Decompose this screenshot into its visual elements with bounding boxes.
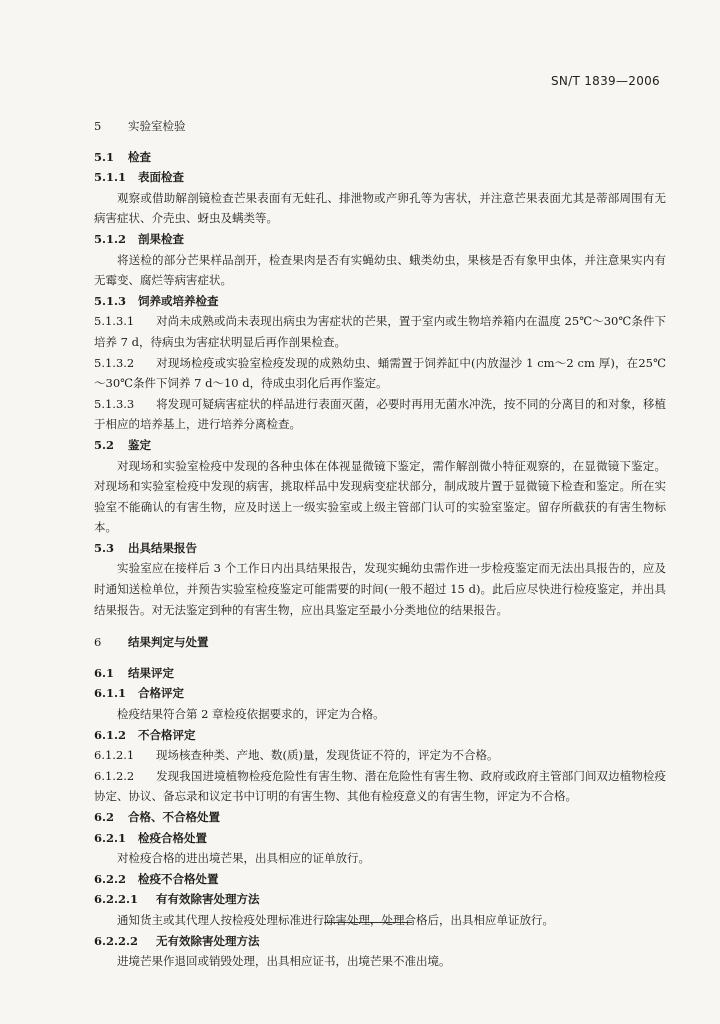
section-6-2-2-1-heading: 6.2.2.1 有有效除害处理方法 xyxy=(94,892,260,907)
standard-number: SN/T 1839—2006 xyxy=(550,74,660,88)
section-6-2-heading: 6.2 合格、不合格处置 xyxy=(94,810,220,824)
section-5-1-3-3-text: 5.1.3.3 将发现可疑病害症状的样品进行表面灭菌，必要时再用无菌水冲洗，按不同的分离目的和对象，移植于相应的培养基上，进行培养分离检查。 xyxy=(94,396,666,432)
section-6-2-1-heading: 6.2.1 检疫合格处置 xyxy=(94,830,207,845)
section-6-1-2-2-text: 6.1.2.2 发现我国进境植物检疫危险性有害生物、潜在危险性有害生物、政府或政府主管部门间双边植物检疫协定、协议、备忘录和议定书中订明的有害生物、其他有检疫意义的有害生物，评定为不合格。 xyxy=(94,768,666,804)
section-5-1-3-1-text: 5.1.3.1 对尚未成熟或尚未表现出病虫为害症状的芒果，置于室内或生物培养箱内在温度 25℃～30℃条件下培养 7 d，待病虫为害症状明显后再作剖果检查。 xyxy=(94,314,666,349)
section-6-2-2-heading: 6.2.2 检疫不合格处置 xyxy=(94,871,219,886)
section-5-3-text: 实验室应在接样后 3 个工作日内出具结果报告，发现实蝇幼虫需作进一步检疫鉴定而无法出具报告的，应及时通知送检单位，并预告实验室检疫鉴定可能需要的时间(一般不超过 15 d)。此后应尽快进行检疫鉴定，并出具结果报告。对无法鉴定到种的有害生物，应出具鉴定至最小分类地位的结果报告。 xyxy=(94,561,666,617)
section-6-2-2-1-text: 通知货主或其代理人按检疫处理标准进行除害处理，处理合格后，出具相应单证放行。 xyxy=(117,912,554,927)
end-divider xyxy=(324,922,412,923)
section-5-1-2-text: 将送检的部分芒果样品剖开，检查果肉是否有实蝇幼虫、蛾类幼虫，果核是否有象甲虫体，并注意果实内有无霉变、腐烂等病害症状。 xyxy=(94,252,666,288)
section-6-2-2-2-heading: 6.2.2.2 无有效除害处理方法 xyxy=(94,933,260,948)
section-5-2-heading: 5.2 鉴定 xyxy=(94,437,151,452)
section-6-2-1-text: 对检疫合格的进出境芒果，出具相应的证单放行。 xyxy=(117,851,370,866)
section-5-1-2-heading: 5.1.2 剖果检查 xyxy=(94,231,184,246)
section-5-1-1-heading: 5.1.1 表面检查 xyxy=(94,170,184,185)
section-5-1-3-heading: 5.1.3 饲养或培养检查 xyxy=(94,293,219,308)
section-6-1-1-heading: 6.1.1 合格评定 xyxy=(94,686,184,701)
section-5-2-text: 对现场和实验室检疫中发现的各种虫体在体视显微镜下鉴定，需作解剖微小特征观察的，在显微镜下鉴定。对现场和实验室检疫中发现的病害，挑取样品中发现病变症状部分，制成玻片置于显微镜下检查和鉴定。所在实验室不能确认的有害生物，应及时送上一级实验室或上级主管部门认可的实验室鉴定。留存所截获的有害生物标本。 xyxy=(94,458,666,535)
section-6-1-1-text: 检疫结果符合第 2 章检疫依据要求的，评定为合格。 xyxy=(117,707,385,722)
section-5-heading: 5 实验室检验 xyxy=(94,119,186,133)
section-5-1-1-text: 观察或借助解剖镜检查芒果表面有无蛀孔、排泄物或产卵孔等为害状，并注意芒果表面尤其是蒂部周围有无病害症状、介壳虫、蚜虫及螨类等。 xyxy=(94,190,666,226)
section-6-1-2-1-text: 6.1.2.1 现场核查种类、产地、数(质)量，发现货证不符的，评定为不合格。 xyxy=(94,748,499,763)
document-body xyxy=(94,116,666,972)
section-6-2-2-2-text: 进境芒果作退回或销毁处理，出具相应证书，出境芒果不准出境。 xyxy=(117,954,451,969)
section-6-1-heading: 6.1 结果评定 xyxy=(94,665,174,680)
section-5-1-heading: 5.1 检查 xyxy=(94,149,151,164)
section-6-heading: 6 结果判定与处置 xyxy=(94,635,209,650)
section-5-1-3-2-text: 5.1.3.2 对现场检疫或实验室检疫发现的成熟幼虫、蛹需置于饲养缸中(内放湿沙 1 cm～2 cm 厚)，在25℃～30℃条件下饲养 7 d～10 d，待成虫羽化后再作鉴定。 xyxy=(94,355,666,391)
section-6-1-2-heading: 6.1.2 不合格评定 xyxy=(94,727,196,742)
section-5-3-heading: 5.3 出具结果报告 xyxy=(94,540,197,555)
